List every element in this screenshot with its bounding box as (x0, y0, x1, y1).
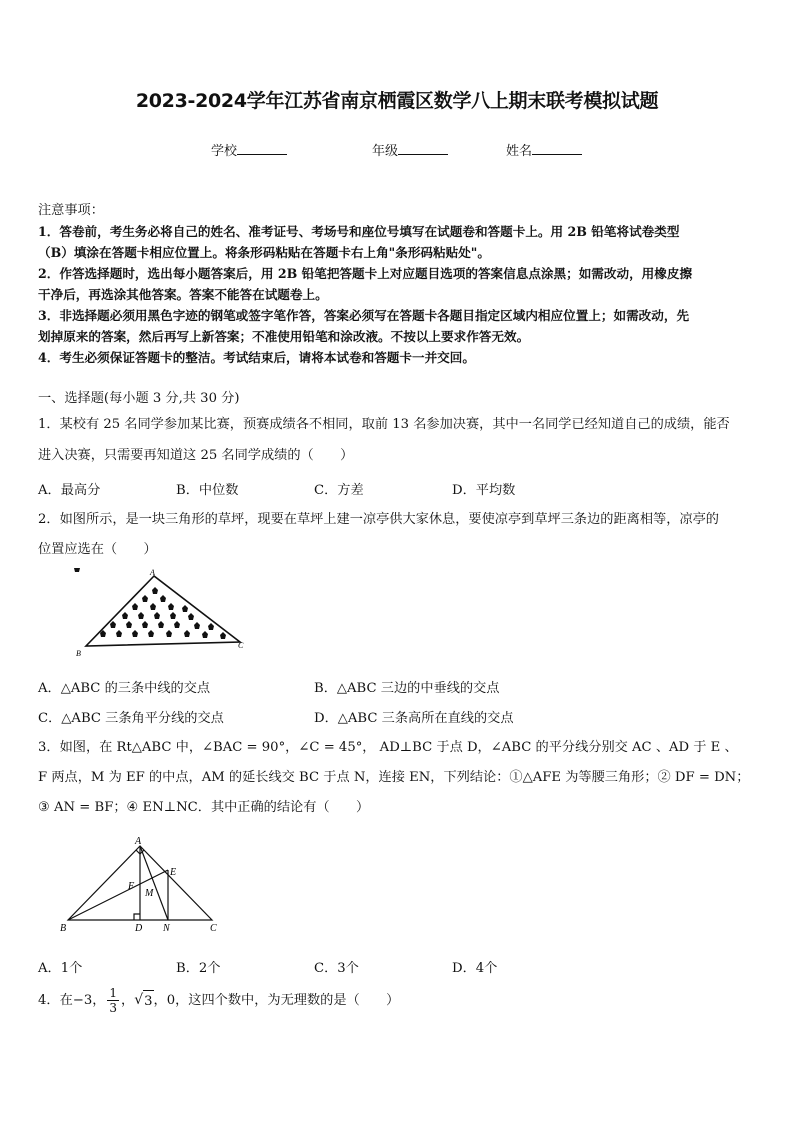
vertex-label: B (76, 649, 81, 658)
vertex-label: M (145, 888, 154, 899)
name-blank[interactable] (532, 143, 582, 155)
q2-line: 位置应选在（ ） (38, 542, 157, 557)
fraction-denominator: 3 (109, 1001, 118, 1015)
notice-line: 1．答卷前，考生务必将自己的姓名、准考证号、考场号和座位号填写在试题卷和答题卡上。用 2B 铅笔将试卷类型 (38, 224, 680, 239)
q2-option-c[interactable]: C．△ABC 三条角平分线的交点 (38, 711, 224, 726)
q2-triangle-figure (74, 568, 254, 663)
q1-option-c[interactable]: C．方差 (314, 483, 364, 498)
q4-suffix: ，0，这四个数中，为无理数的是（ ） (153, 993, 400, 1008)
q4-fraction (107, 986, 119, 1015)
grade-label: 年级 (372, 144, 399, 159)
page-title: 2023-2024学年江苏省南京栖霞区数学八上期末联考模拟试题 (135, 90, 659, 112)
section-heading: 一、选择题(每小题 3 分,共 30 分) (38, 391, 240, 406)
vertex-label: F (128, 881, 135, 892)
notice-line: 3．非选择题必须用黑色字迹的钢笔或签字笔作答，答案必须写在答题卡各题目指定区域内相应位置上；如需改动，先 (38, 308, 690, 323)
vertex-label: E (170, 867, 177, 878)
q3-option-c[interactable]: C．3个 (314, 961, 359, 976)
notice-heading: 注意事项： (38, 203, 104, 218)
school-field (211, 140, 287, 159)
notice-line: （B）填涂在答题卡相应位置上。将条形码粘贴在答题卡右上角"条形码粘贴处"。 (38, 245, 490, 260)
name-label: 姓名 (506, 144, 533, 159)
notice-line: 划掉原来的答案，然后再写上新答案；不准使用铅笔和涂改液。不按以上要求作答无效。 (38, 329, 530, 344)
q4-prefix: 4．在−3， (38, 993, 106, 1008)
vertex-label: C (210, 923, 217, 934)
school-blank[interactable] (237, 143, 287, 155)
q3-option-d[interactable]: D．4个 (452, 961, 498, 976)
vertex-label: B (60, 923, 67, 934)
q2-option-b[interactable]: B．△ABC 三边的中垂线的交点 (314, 681, 500, 696)
q3-option-a[interactable]: A．1个 (38, 961, 83, 976)
q3-line: 3．如图，在 Rt△ABC 中，∠BAC = 90°，∠C = 45°， AD⊥BC 于点 D，∠ABC 的平分线分别交 AC 、AD 于 E 、 (38, 740, 738, 755)
grade-blank[interactable] (398, 143, 448, 155)
grade-field (372, 140, 448, 159)
q4-line (38, 986, 399, 1015)
q3-option-b[interactable]: B．2个 (176, 961, 221, 976)
q2-option-d[interactable]: D．△ABC 三条高所在直线的交点 (314, 711, 514, 726)
q2-line: 2．如图所示，是一块三角形的草坪，现要在草坪上建一凉亭供大家休息，要使凉亭到草坪三条边的距离相等，凉亭的 (38, 512, 719, 527)
vertex-label: A (135, 836, 142, 847)
fraction-numerator: 1 (109, 986, 118, 1000)
vertex-label: D (135, 923, 143, 934)
q1-line: 进入决赛，只需要再知道这 25 名同学成绩的（ ） (38, 448, 354, 463)
sqrt-icon: √ (134, 992, 144, 1008)
school-label: 学校 (211, 144, 238, 159)
q2-option-a[interactable]: A．△ABC 的三条中线的交点 (38, 681, 211, 696)
q1-option-b[interactable]: B．中位数 (176, 483, 239, 498)
notice-line: 干净后，再选涂其他答案。答案不能答在试题卷上。 (38, 287, 328, 302)
q3-line: ③ AN = BF；④ EN⊥NC．其中正确的结论有（ ） (38, 800, 370, 815)
vertex-label: A (150, 568, 155, 577)
q3-triangle-figure (58, 832, 228, 936)
notice-line: 4．考生必须保证答题卡的整洁。考试结束后，请将本试卷和答题卡一并交回。 (38, 350, 475, 365)
q3-line: F 两点，M 为 EF 的中点，AM 的延长线交 BC 于点 N，连接 EN，下列结论：①△AFE 为等腰三角形；② DF = DN； (38, 770, 750, 785)
grass-pattern (74, 568, 226, 639)
q4-separator: ， (121, 993, 135, 1008)
vertex-label: N (163, 923, 170, 934)
q1-option-d[interactable]: D．平均数 (452, 483, 516, 498)
q1-line: 1．某校有 25 名同学参加某比赛，预赛成绩各不相同，取前 13 名参加决赛，其中一名同学已经知道自己的成绩，能否 (38, 417, 730, 432)
vertex-label: C (238, 641, 244, 650)
q1-option-a[interactable]: A．最高分 (38, 483, 101, 498)
name-field (506, 140, 582, 159)
notice-line: 2．作答选择题时，选出每小题答案后，用 2B 铅笔把答题卡上对应题目选项的答案信息点涂黑；如需改动，用橡皮擦 (38, 266, 693, 281)
sqrt-radicand: 3 (143, 990, 153, 1012)
